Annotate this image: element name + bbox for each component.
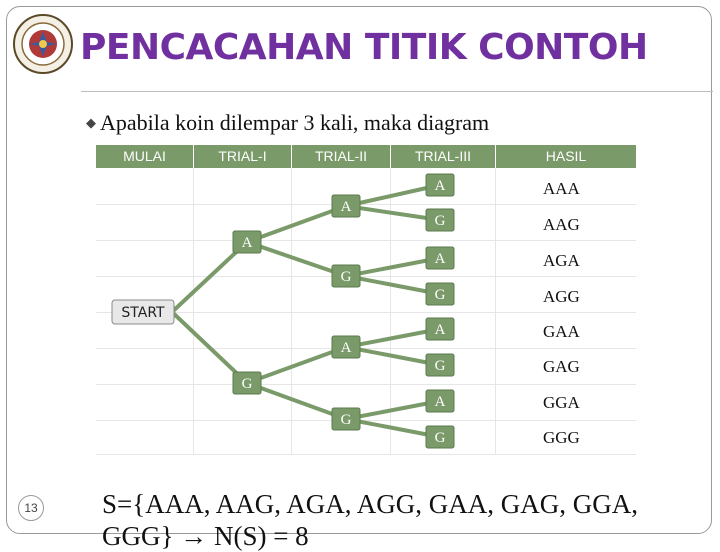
trial-3-label: G <box>434 430 446 446</box>
trial-2-node <box>332 195 360 217</box>
trial-1-label: A <box>241 235 253 251</box>
result-outcome: GAA <box>543 322 580 341</box>
edge-g-ga <box>247 347 346 383</box>
result-outcome: GGA <box>543 393 580 412</box>
edge-a-aa <box>247 206 346 242</box>
trial-2-label: G <box>340 269 352 285</box>
edge-g-gg <box>247 383 346 419</box>
slide-title: PENCACAHAN TITIK CONTOH <box>80 27 648 68</box>
trial-3-label: G <box>434 287 446 303</box>
trial-3-node <box>426 390 454 412</box>
trial-3-node <box>426 283 454 305</box>
bullet-marker-icon: ◆ <box>86 116 96 131</box>
result-outcome: GAG <box>543 357 580 376</box>
trial-3-label: A <box>434 178 446 194</box>
trial-3-node <box>426 426 454 448</box>
start-label: START <box>121 305 165 321</box>
trial-3-label: A <box>434 322 446 338</box>
trial-3-node <box>426 174 454 196</box>
result-outcome: GGG <box>543 428 580 447</box>
trial-3-node <box>426 209 454 231</box>
result-outcome: AAG <box>543 215 580 234</box>
trial-2-node <box>332 408 360 430</box>
trial-3-label: G <box>434 213 446 229</box>
title-divider <box>81 91 713 92</box>
column-header-trial-2: TRIAL-II <box>292 145 390 168</box>
edge-a-ag <box>247 242 346 276</box>
result-outcome: AGG <box>543 287 580 306</box>
trial-3-node <box>426 354 454 376</box>
trial-3-node <box>426 318 454 340</box>
result-outcome: AAA <box>543 179 580 198</box>
column-header-mulai: MULAI <box>96 145 193 168</box>
bullet-item <box>86 110 489 136</box>
trial-1-node <box>233 231 261 253</box>
column-header-trial-1: TRIAL-I <box>194 145 291 168</box>
trial-2-label: A <box>340 199 352 215</box>
trial-3-label: G <box>434 358 446 374</box>
university-seal-icon <box>12 13 74 75</box>
trial-1-label: G <box>241 376 253 392</box>
trial-3-label: A <box>434 394 446 410</box>
column-header-hasil: HASIL <box>496 145 636 168</box>
sample-space-text: S={AAA, AAG, AGA, AGG, GAA, GAG, GGA, GGG} → N(S) = 8 <box>102 489 638 551</box>
result-outcome: AGA <box>543 251 580 270</box>
start-node <box>112 300 174 324</box>
bullet-text: Apabila koin dilempar 3 kali, maka diagram <box>100 110 490 135</box>
trial-3-label: A <box>434 251 446 267</box>
tree-edges <box>172 185 440 437</box>
column-header-trial-3: TRIAL-III <box>391 145 495 168</box>
trial-2-node <box>332 265 360 287</box>
trial-1-node <box>233 372 261 394</box>
page-number: 13 <box>18 495 44 521</box>
trial-3-node <box>426 247 454 269</box>
trial-2-label: G <box>340 412 352 428</box>
trial-2-node <box>332 336 360 358</box>
trial-2-label: A <box>340 340 352 356</box>
